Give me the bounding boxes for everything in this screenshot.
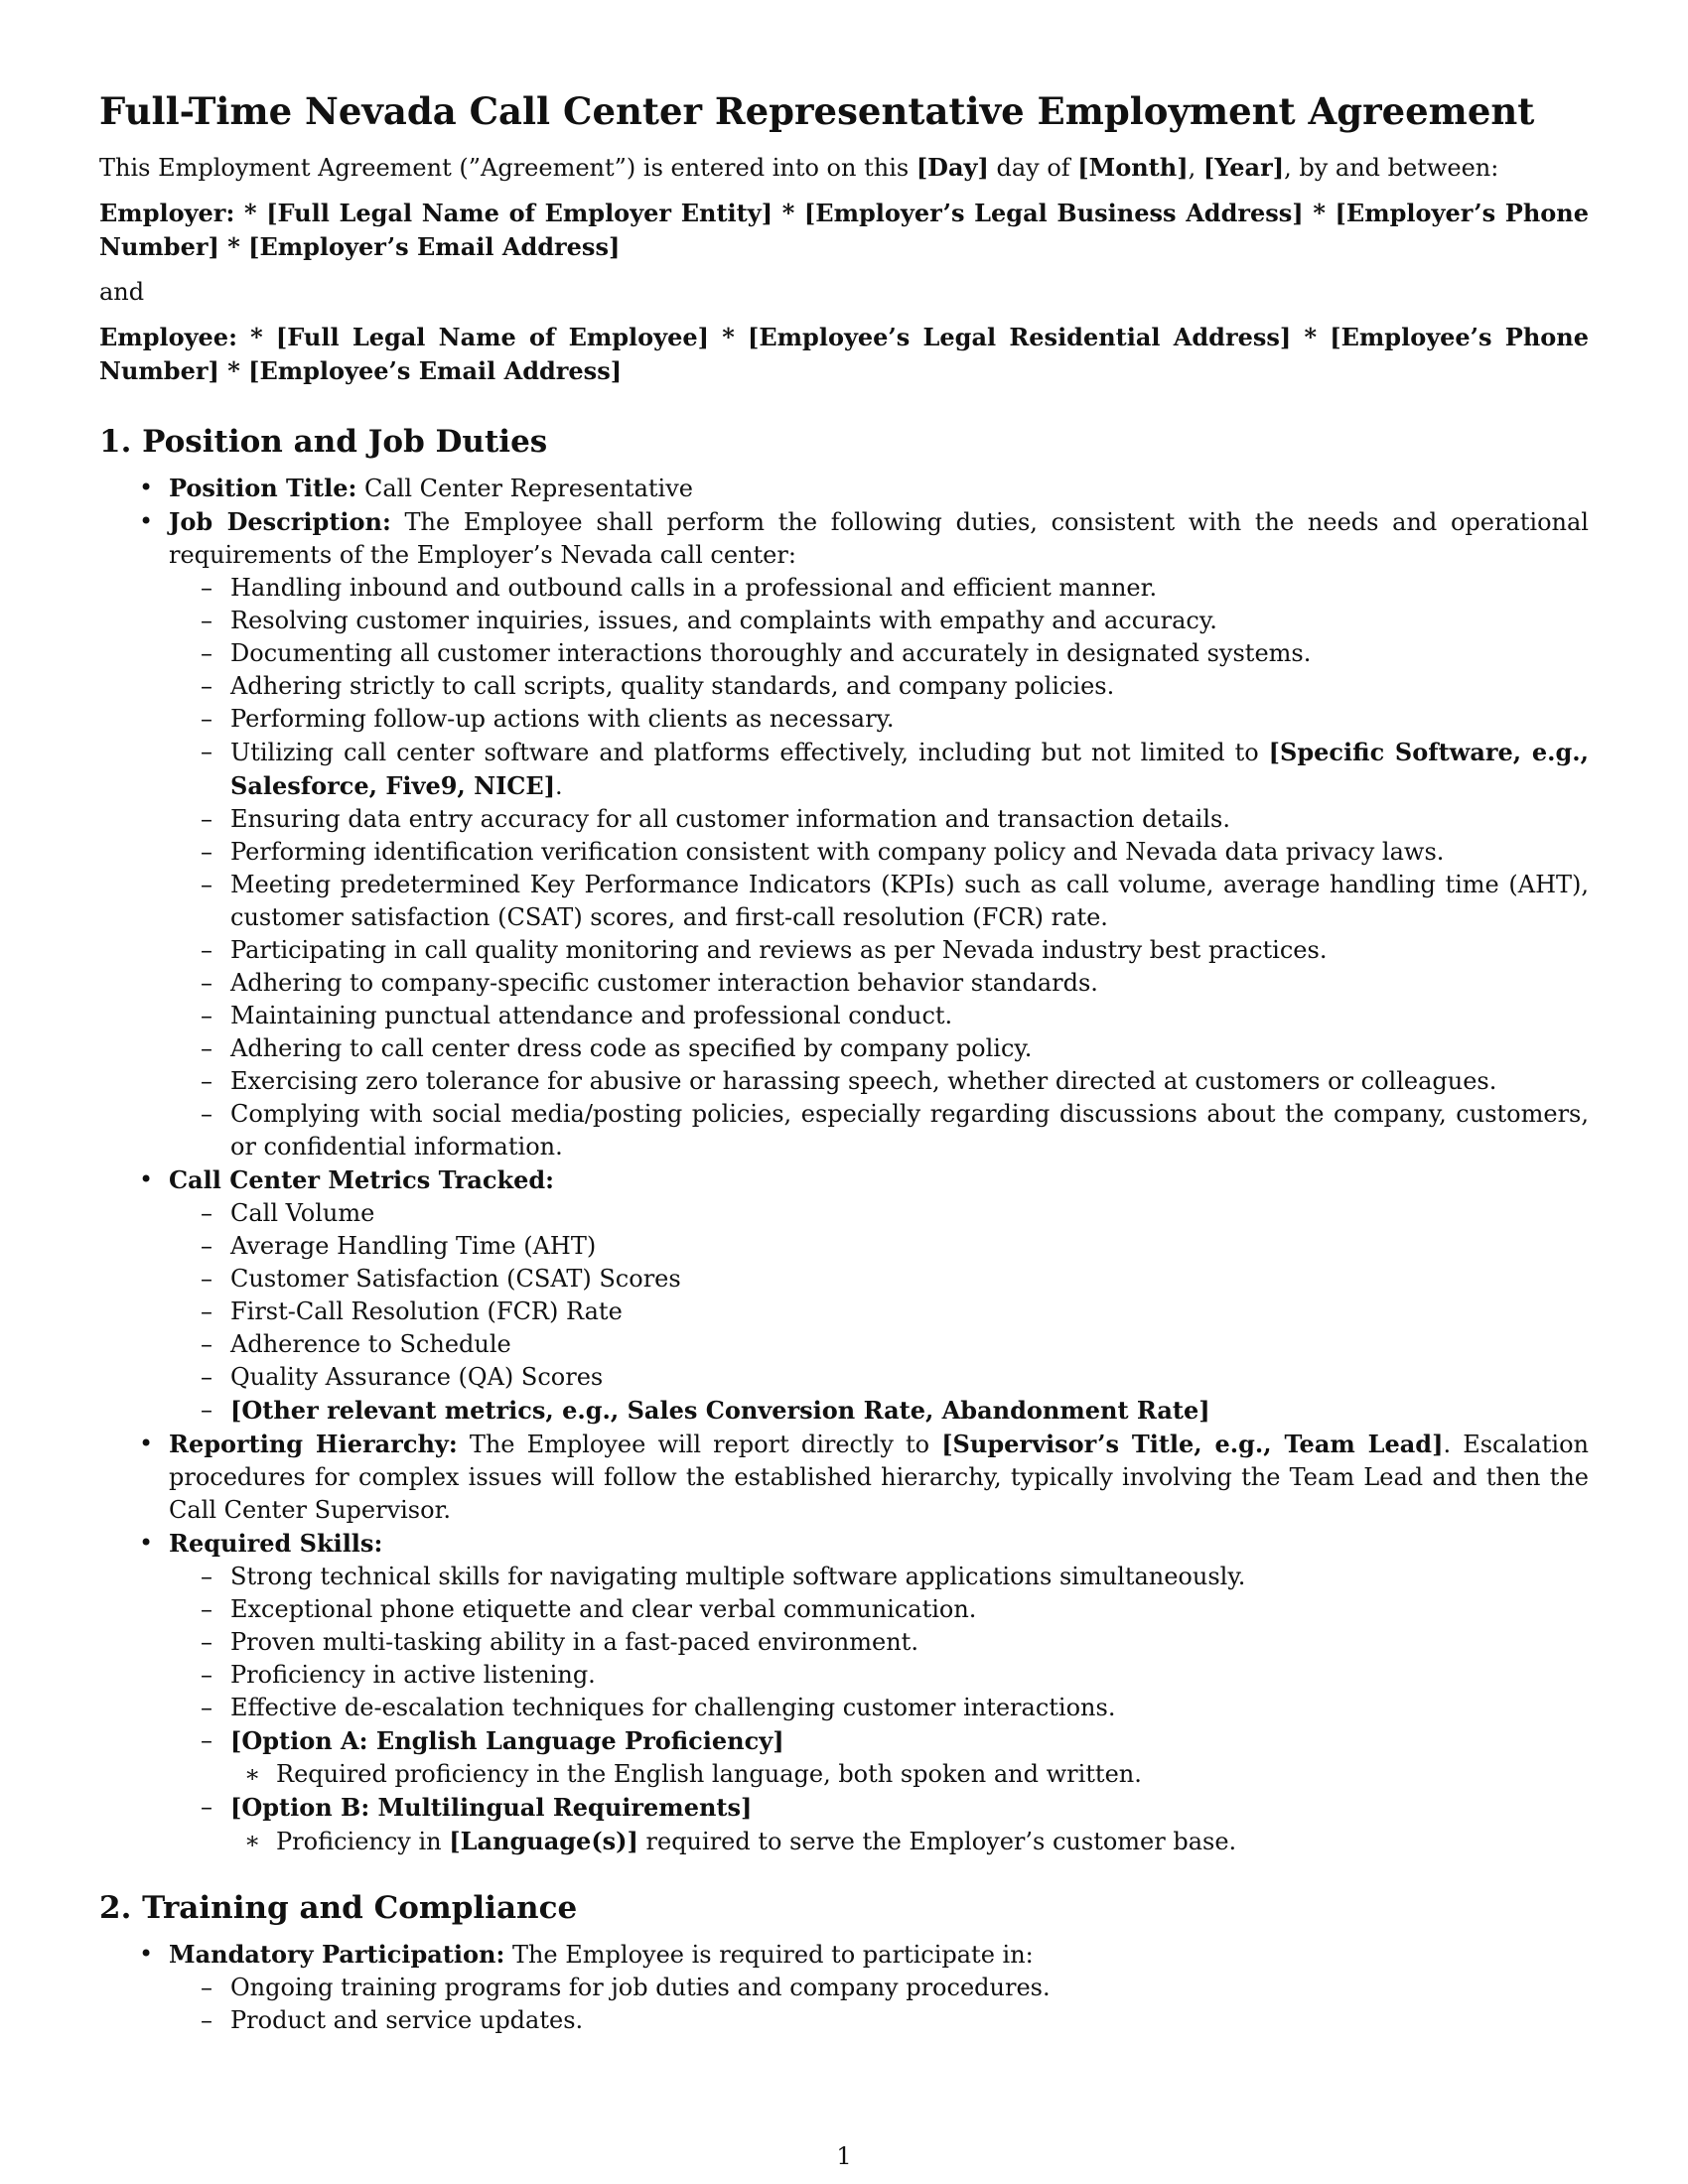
list-item: – Ensuring data entry accuracy for all customer information and transaction details.	[199, 803, 1589, 836]
list-item: – Maintaining punctual attendance and professional conduct.	[199, 1000, 1589, 1032]
language-placeholder: [Language(s)]	[449, 1827, 638, 1855]
reporting-text: The Employee will report directly to	[457, 1431, 942, 1458]
list-item: – Ongoing training programs for job duties and company procedures.	[199, 1972, 1589, 2004]
option-a-list	[240, 1758, 1589, 1791]
intro-paragraph	[99, 151, 1589, 185]
employee-label: Employee:	[99, 323, 237, 351]
month-placeholder: [Month]	[1077, 153, 1189, 182]
jobdesc-text: The Employee shall perform the following duties, consistent with the needs and operational requirements of the Employer’s Nevada call center:	[169, 508, 1589, 569]
list-item: – Performing follow-up actions with clients as necessary.	[199, 703, 1589, 736]
list-item	[99, 472, 1589, 505]
list-item: – Resolving customer inquiries, issues, and complaints with empathy and accuracy.	[199, 605, 1589, 637]
list-item: – Adhering to call center dress code as specified by company policy.	[199, 1032, 1589, 1065]
document-page	[99, 87, 1589, 2037]
list-item: – Proficiency in active listening.	[199, 1659, 1589, 1692]
list-item: ∗ Required proficiency in the English language, both spoken and written.	[240, 1758, 1589, 1791]
list-item: – Average Handling Time (AHT)	[199, 1230, 1589, 1263]
list-item: – Meeting predetermined Key Performance Indicators (KPIs) such as call volume, average handling time (AHT), customer satisfaction (CSAT) scores, and first-call resolution (FCR) rate.	[199, 869, 1589, 934]
mandatory-text: The Employee is required to participate in:	[504, 1941, 1034, 1969]
skills-list	[199, 1561, 1589, 1858]
list-item: – Complying with social media/posting policies, especially regarding discussions about the company, customers, or confidential information.	[199, 1098, 1589, 1163]
metrics-list	[199, 1197, 1589, 1428]
list-item: – Quality Assurance (QA) Scores	[199, 1361, 1589, 1394]
list-item: – Performing identification verification consistent with company policy and Nevada data privacy laws.	[199, 836, 1589, 869]
list-item	[99, 1527, 1589, 1858]
list-item	[99, 1428, 1589, 1527]
list-item: – Proven multi-tasking ability in a fast-paced environment.	[199, 1626, 1589, 1659]
employer-label: Employer:	[99, 199, 235, 227]
intro-text: , by and between:	[1284, 154, 1499, 182]
reporting-text: . Escalation procedures for complex issues will follow the established hierarchy, typically involving the Team Lead and then the Call Center Supervisor.	[169, 1431, 1589, 1524]
section1-list	[99, 472, 1589, 1858]
and-text: and	[99, 278, 145, 306]
duties-list	[199, 572, 1589, 1163]
option-b-placeholder: [Option B: Multilingual Requirements]	[230, 1793, 753, 1822]
metrics-other-placeholder: [Other relevant metrics, e.g., Sales Conversion Rate, Abandonment Rate]	[230, 1396, 1210, 1425]
list-item	[240, 1825, 1589, 1858]
list-item: – Exceptional phone etiquette and clear verbal communication.	[199, 1593, 1589, 1626]
list-item	[99, 505, 1589, 1163]
training-list	[199, 1972, 1589, 2037]
list-item	[99, 1938, 1589, 2037]
employer-details: * [Full Legal Name of Employer Entity] * [Employer’s Legal Business Address] * [Employer’s Phone Number] * [Employer’s Email Address]	[99, 199, 1589, 261]
duty-text: .	[555, 772, 563, 800]
option-b-text: Proficiency in	[276, 1828, 450, 1855]
option-b-text: required to serve the Employer’s customer base.	[637, 1828, 1237, 1855]
list-item: – Participating in call quality monitoring and reviews as per Nevada industry best practices.	[199, 934, 1589, 967]
mandatory-label: Mandatory Participation:	[169, 1940, 505, 1969]
year-placeholder: [Year]	[1202, 153, 1285, 182]
list-item	[199, 1791, 1589, 1858]
list-item: – Documenting all customer interactions thoroughly and accurately in designated systems.	[199, 637, 1589, 670]
list-item: – First-Call Resolution (FCR) Rate	[199, 1296, 1589, 1328]
list-item	[199, 736, 1589, 803]
option-b-list	[240, 1825, 1589, 1858]
intro-text: This Employment Agreement (”Agreement”) is entered into on this	[99, 154, 916, 182]
document-title: Full-Time Nevada Call Center Representative Employment Agreement	[99, 89, 1535, 133]
jobdesc-label: Job Description:	[169, 507, 391, 536]
position-value: Call Center Representative	[356, 475, 693, 502]
option-a-placeholder: [Option A: English Language Proficiency]	[230, 1726, 784, 1755]
employee-block	[99, 321, 1589, 388]
supervisor-placeholder: [Supervisor’s Title, e.g., Team Lead]	[941, 1430, 1444, 1458]
section-heading: 2. Training and Compliance	[99, 1890, 578, 1926]
list-item: – Handling inbound and outbound calls in a professional and efficient manner.	[199, 572, 1589, 605]
section2-list	[99, 1938, 1589, 2037]
list-item	[199, 1724, 1589, 1791]
duty-text: Utilizing call center software and platforms effectively, including but not limited to	[230, 739, 1269, 766]
list-item	[199, 1394, 1589, 1428]
list-item: – Strong technical skills for navigating multiple software applications simultaneously.	[199, 1561, 1589, 1593]
list-item: – Effective de-escalation techniques for challenging customer interactions.	[199, 1692, 1589, 1724]
list-item: – Call Volume	[199, 1197, 1589, 1230]
list-item: – Exercising zero tolerance for abusive or harassing speech, whether directed at customers or colleagues.	[199, 1065, 1589, 1098]
metrics-label: Call Center Metrics Tracked:	[169, 1165, 555, 1194]
position-label: Position Title:	[169, 474, 357, 502]
list-item: – Customer Satisfaction (CSAT) Scores	[199, 1263, 1589, 1296]
section-heading: 1. Position and Job Duties	[99, 424, 548, 460]
skills-label: Required Skills:	[169, 1529, 383, 1558]
list-item: – Adhering strictly to call scripts, quality standards, and company policies.	[199, 670, 1589, 703]
reporting-label: Reporting Hierarchy:	[169, 1430, 458, 1458]
intro-text: day of	[988, 154, 1078, 182]
software-placeholder: [Specific Software, e.g., Salesforce, Five9, NICE]	[230, 738, 1589, 800]
employee-details: * [Full Legal Name of Employee] * [Employee’s Legal Residential Address] * [Employee’s Phone Number] * [Employee’s Email Address]	[99, 323, 1589, 385]
page-number: 1	[836, 2142, 852, 2170]
list-item	[99, 1163, 1589, 1428]
intro-text: ,	[1188, 154, 1203, 182]
day-placeholder: [Day]	[915, 153, 989, 182]
list-item: – Adhering to company-specific customer interaction behavior standards.	[199, 967, 1589, 1000]
employer-block	[99, 197, 1589, 264]
list-item: – Product and service updates.	[199, 2004, 1589, 2037]
list-item: – Adherence to Schedule	[199, 1328, 1589, 1361]
